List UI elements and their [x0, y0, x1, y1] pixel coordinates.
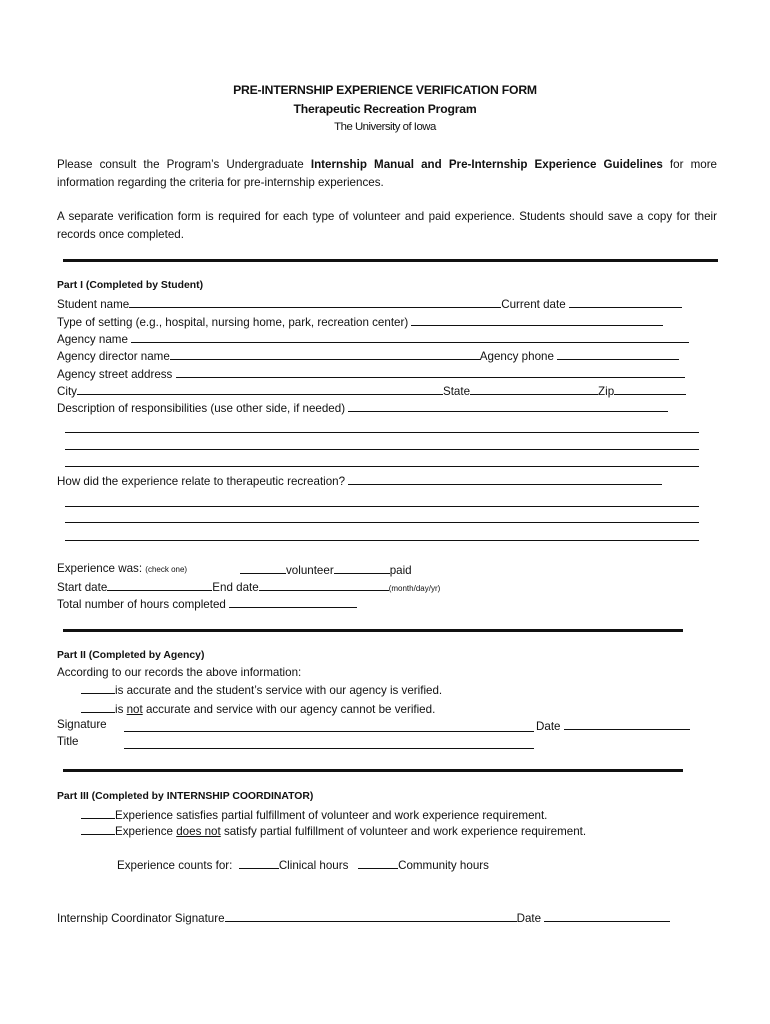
relate-field[interactable]: [348, 473, 662, 485]
not-satisfy-label-rest: satisfy partial fulfillment of volunteer and work experience requirement.: [220, 825, 587, 838]
agency-date-field[interactable]: [564, 718, 690, 730]
agency-signature-field[interactable]: [124, 731, 534, 732]
city-row: [57, 383, 686, 398]
satisfies-checkbox[interactable]: [81, 807, 115, 819]
total-hours-field[interactable]: [229, 596, 357, 608]
volunteer-checkbox[interactable]: [240, 562, 286, 574]
setting-label: Type of setting (e.g., hospital, nursing home, park, recreation center): [57, 316, 409, 329]
state-field[interactable]: [470, 383, 598, 395]
university-name: The University of Iowa: [334, 121, 436, 133]
total-hours-row: [57, 596, 357, 611]
community-hours-field[interactable]: [358, 857, 398, 869]
clinical-hours-field[interactable]: [239, 857, 279, 869]
description-field[interactable]: [348, 400, 668, 412]
city-label: City: [57, 385, 77, 398]
description-line[interactable]: [65, 466, 699, 467]
clinical-hours-label: Clinical hours: [278, 859, 349, 872]
current-date-label: Current date: [501, 298, 566, 311]
agency-name-field[interactable]: [131, 331, 689, 343]
agency-date-row: [536, 718, 690, 733]
part2-heading: Part II (Completed by Agency): [57, 650, 205, 661]
relate-label: How did the experience relate to therapeutic recreation?: [57, 475, 346, 488]
description-row: [57, 400, 668, 415]
description-label: Description of responsibilities (use other side, if needed): [57, 402, 346, 415]
coordinator-signature-label: Internship Coordinator Signature: [57, 912, 225, 925]
paid-checkbox[interactable]: [334, 562, 390, 574]
section-divider: [63, 769, 683, 772]
start-date-field[interactable]: [107, 579, 212, 591]
relate-line[interactable]: [65, 540, 699, 541]
agency-address-field[interactable]: [176, 366, 685, 378]
relate-line[interactable]: [65, 506, 699, 507]
paid-label: paid: [389, 564, 412, 577]
not-accurate-label-is: is: [115, 703, 127, 716]
accurate-checkbox[interactable]: [81, 682, 115, 694]
form-title: PRE-INTERNSHIP EXPERIENCE VERIFICATION FORM: [233, 83, 537, 97]
intro-paragraph-2: A separate verification form is required for each type of volunteer and paid experience. Students should save a copy for their records once completed.: [57, 210, 717, 241]
not-accurate-row: [81, 701, 435, 716]
student-name-field[interactable]: [129, 296, 501, 308]
not-satisfy-label-start: Experience: [115, 825, 177, 838]
signature-label: Signature: [57, 718, 107, 731]
experience-options: [240, 562, 412, 577]
not-accurate-label-rest: accurate and service with our agency cannot be verified.: [142, 703, 436, 716]
section-divider: [63, 259, 718, 262]
agency-director-field[interactable]: [170, 348, 480, 360]
description-line[interactable]: [65, 432, 699, 433]
experience-was-label: Experience was:: [57, 562, 146, 575]
agency-name-label: Agency name: [57, 333, 128, 346]
does-not-underlined: does not: [176, 825, 221, 838]
volunteer-label: volunteer: [286, 564, 334, 577]
not-accurate-checkbox[interactable]: [81, 701, 115, 713]
coordinator-date-label: Date: [516, 912, 542, 925]
student-name-row: [57, 296, 682, 311]
current-date-field[interactable]: [569, 296, 682, 308]
check-one-note: (check one): [145, 565, 188, 574]
agency-phone-label: Agency phone: [479, 350, 554, 363]
agency-address-row: [57, 366, 685, 381]
intro-paragraph-1: Please consult the Program’s Undergraduate Internship Manual and Pre-Internship Experience Guidelines for more information regarding the criteria for pre-internship experiences.: [57, 158, 717, 189]
part3-heading: Part III (Completed by INTERNSHIP COORDINATOR): [57, 791, 314, 802]
zip-field[interactable]: [614, 383, 686, 395]
dates-row: [57, 579, 440, 594]
section-divider: [63, 629, 683, 632]
agency-address-label: Agency street address: [57, 368, 173, 381]
agency-title-field[interactable]: [124, 748, 534, 749]
not-underlined: not: [126, 703, 143, 716]
counts-row: [117, 857, 489, 872]
satisfies-row: [81, 807, 547, 822]
date-format-note: (month/day/yr): [388, 584, 441, 593]
counts-for-label: Experience counts for:: [117, 859, 233, 872]
agency-name-row: [57, 331, 689, 346]
relate-line[interactable]: [65, 522, 699, 523]
coordinator-date-field[interactable]: [544, 910, 670, 922]
state-label: State: [442, 385, 471, 398]
experience-type-row: [57, 562, 187, 575]
coordinator-signature-field[interactable]: [225, 910, 517, 922]
relate-row: [57, 473, 662, 488]
not-satisfy-checkbox[interactable]: [81, 823, 115, 835]
part1-heading: Part I (Completed by Student): [57, 280, 204, 291]
agency-phone-field[interactable]: [557, 348, 679, 360]
zip-label: Zip: [598, 385, 615, 398]
agency-date-label: Date: [536, 720, 561, 733]
setting-field[interactable]: [411, 314, 663, 326]
city-field[interactable]: [77, 383, 443, 395]
not-satisfy-row: [81, 823, 586, 838]
according-text: According to our records the above information:: [57, 666, 302, 679]
community-hours-label: Community hours: [398, 859, 489, 872]
accurate-row: [81, 682, 442, 697]
end-date-label: End date: [212, 581, 259, 594]
start-date-label: Start date: [57, 581, 108, 594]
coordinator-signature-row: [57, 910, 670, 925]
satisfies-label: Experience satisfies partial fulfillment of volunteer and work experience requirement.: [115, 809, 548, 822]
agency-director-row: [57, 348, 679, 363]
accurate-label: is accurate and the student’s service with our agency is verified.: [115, 684, 443, 697]
student-name-label: Student name: [57, 298, 130, 311]
description-line[interactable]: [65, 449, 699, 450]
total-hours-label: Total number of hours completed: [57, 598, 226, 611]
setting-row: [57, 314, 663, 329]
end-date-field[interactable]: [259, 579, 389, 591]
agency-director-label: Agency director name: [57, 350, 170, 363]
form-subtitle: Therapeutic Recreation Program: [293, 102, 477, 116]
title-label: Title: [57, 735, 79, 748]
